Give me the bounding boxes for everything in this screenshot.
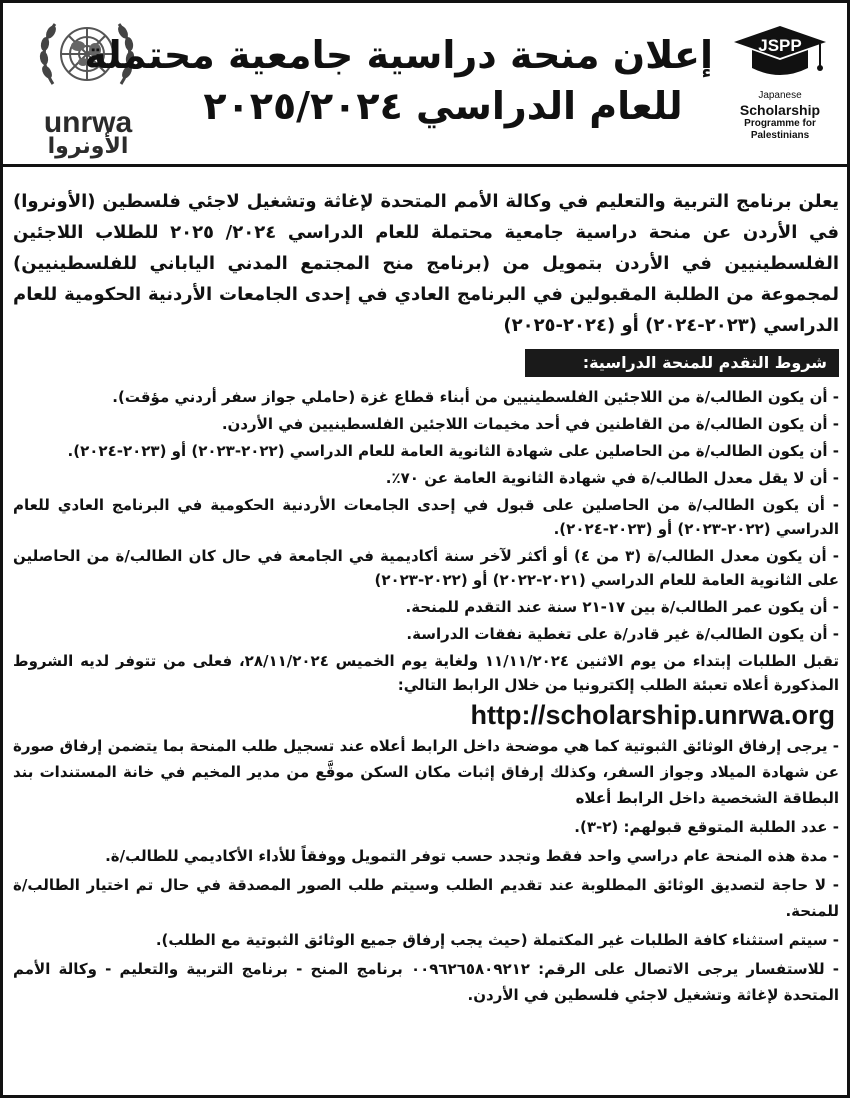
- note-item: - يرجى إرفاق الوثائق الثبوتية كما هي موضحة داخل الرابط أعلاه عند تسجيل طلب المنحة بما يتضمن إرفاق صورة عن شهادة الميلاد وجواز السفر، وكذلك إرفاق إثبات مكان السكن موقَّع من مدير المخيم في خانة المستندات بند البطاقة الشخصية داخل الرابط أعلاه: [13, 737, 839, 807]
- condition-item: - أن يكون الطالب/ة من الحاصلين على شهادة الثانوية العامة للعام الدراسي (٢٠٢٢-٢٠٢٣) أو (٢٠٢٣-٢٠٢٤).: [67, 442, 839, 460]
- unrwa-latin-wordmark: unrwa: [43, 106, 133, 139]
- jspp-line-4: Palestinians: [750, 130, 810, 141]
- condition-item: - أن يكون الطالب/ة من القاطنين في أحد مخيمات اللاجئين الفلسطينيين في الأردن.: [221, 415, 839, 433]
- condition-item: - أن يكون الطالب/ة غير قادر/ة على تغطية نفقات الدراسة.: [406, 625, 839, 643]
- note-item: - مدة هذه المنحة عام دراسي واحد فقط وتجدد حسب توفر التمويل ووفقاً للأداء الأكاديمي للطالب/ة.: [105, 847, 839, 865]
- header-divider: [3, 164, 847, 167]
- note-item: - للاستفسار يرجى الاتصال على الرقم: ٠٠٩٦٢٦٥٨٠٩٢١٢ برنامج المنح - برنامج التربية والتعليم - وكالة الأمم المتحدة لإغاثة وتشغيل لاجئي فلسطين في الأردن.: [13, 960, 839, 1004]
- announcement-title: إعلان منحة دراسية جامعية محتملة: [84, 33, 713, 77]
- header: [3, 0, 847, 160]
- announcement-body: [13, 186, 839, 1011]
- note-item: - لا حاجة لتصديق الوثائق المطلوبة عند تقديم الطلب وسيتم طلب الصور المصدقة في حال تم اختيار الطالب/ة للمنحة.: [13, 876, 839, 920]
- note-item: - عدد الطلبة المتوقع قبولهم: (٢-٣).: [574, 818, 839, 836]
- condition-item: - أن يكون معدل الطالب/ة (٣ من ٤) أو أكثر لآخر سنة أكاديمية في الجامعة في حال كان الطالب/ة من الحاصلين على الثانوية العامة للعام الدراسي (٢٠٢١-٢٠٢٢) أو (٢٠٢٢-٢٠٢٣): [13, 547, 839, 589]
- application-period: تقبل الطلبات إبتداء من يوم الاثنين ١١/١١/٢٠٢٤ ولغاية يوم الخميس ٢٨/١١/٢٠٢٤، فعلى من تتوفر لديه الشروط المذكورة أعلاه تعبئة الطلب إلكترونيا من خلال الرابط التالي:: [13, 652, 839, 694]
- academic-year-title: للعام الدراسي ٢٠٢٥/٢٠٢٤: [203, 84, 683, 128]
- application-link[interactable]: http://scholarship.unrwa.org: [470, 700, 835, 730]
- jspp-line-1: Japanese: [758, 90, 802, 101]
- intro-paragraph: يعلن برنامج التربية والتعليم في وكالة الأمم المتحدة لإغاثة وتشغيل لاجئي فلسطين (الأونروا) في الأردن عن منحة دراسية جامعية محتملة للعام الدراسي ٢٠٢٤/ ٢٠٢٥ للطلاب اللاجئين الفلسطينيين في الأردن بتمويل من (برنامج منح المجتمع المدني الياباني للفلسطينيين) لمجموعة من الطلبة المقبولين في البرنامج العادي في إحدى الجامعات الأردنية الحكومية للعام الدراسي (٢٠٢٣-٢٠٢٤) أو (٢٠٢٤-٢٠٢٥): [13, 191, 839, 336]
- condition-item: - أن يكون عمر الطالب/ة بين ١٧-٢١ سنة عند التقدم للمنحة.: [405, 598, 839, 616]
- jspp-line-2: Scholarship: [739, 102, 821, 118]
- jspp-line-3: Programme for: [744, 118, 816, 129]
- condition-item: - أن يكون الطالب/ة من الحاصلين على قبول في إحدى الجامعات الأردنية الحكومية في البرنامج العادي للعام الدراسي (٢٠٢٢-٢٠٢٣) أو (٢٠٢٣-٢٠٢٤).: [13, 496, 839, 538]
- condition-item: - أن لا يقل معدل الطالب/ة في شهادة الثانوية العامة عن ٧٠٪.: [385, 469, 839, 487]
- conditions-list: [13, 385, 839, 646]
- title-block: [84, 30, 713, 132]
- note-item: - سيتم استثناء كافة الطلبات غير المكتملة (حيث يجب إرفاق جميع الوثائق الثبوتية مع الطلب).: [155, 931, 839, 949]
- condition-item: - أن يكون الطالب/ة من اللاجئين الفلسطينيين من أبناء قطاع غزة (حاملي جواز سفر أردني مؤقت).: [112, 388, 839, 406]
- jspp-acronym: JSPP: [758, 36, 802, 55]
- conditions-heading-bar: [13, 349, 839, 377]
- unrwa-arabic-wordmark: الأونروا: [47, 134, 129, 159]
- conditions-heading: شروط التقدم للمنحة الدراسية:: [525, 349, 839, 377]
- graduation-cap-icon: [730, 22, 830, 90]
- jspp-logo: [721, 22, 839, 152]
- notes-list: [13, 733, 839, 1008]
